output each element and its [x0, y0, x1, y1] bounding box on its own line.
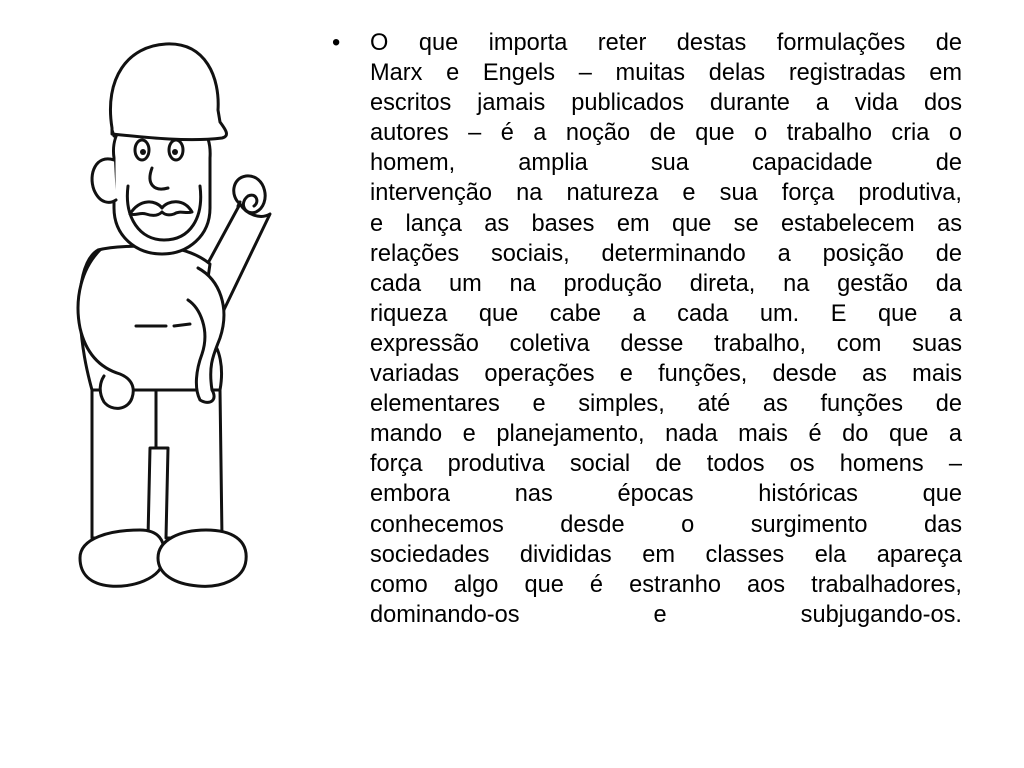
paragraph-line: intervenção na natureza e sua força produtiva, [370, 180, 962, 207]
paragraph-line: O que importa reter destas formulações de [370, 30, 962, 56]
paragraph-line: riqueza que cabe a cada um. E que a [370, 300, 962, 327]
paragraph-line: embora nas épocas históricas que [370, 481, 962, 508]
paragraph-line: mando e planejamento, nada mais é do que a [370, 421, 962, 448]
paragraph-line: expressão coletiva desse trabalho, com suas [370, 330, 962, 357]
paragraph-line: força produtiva social de todos os homens – [370, 451, 962, 478]
paragraph-line: cada um na produção direta, na gestão da [370, 270, 962, 297]
paragraph-line: conhecemos desde o surgimento das [370, 511, 962, 538]
paragraph-line: como algo que é estranho aos trabalhadores, [370, 571, 962, 598]
paragraph-line: relações sociais, determinando a posição de [370, 240, 962, 267]
paragraph-line: variadas operações e funções, desde as mais [370, 361, 962, 388]
paragraph-line: e lança as bases em que se estabelecem as [370, 210, 962, 237]
paragraph-line: Marx e Engels – muitas delas registradas em [370, 60, 962, 87]
paragraph-line: dominando-os e subjugando-os. [370, 601, 962, 628]
bullet-icon: • [332, 30, 341, 56]
paragraph-line: autores – é a noção de que o trabalho cria o [370, 120, 962, 147]
paragraph-line: sociedades divididas em classes ela apareça [370, 541, 962, 568]
bullet-paragraph [330, 28, 962, 630]
paragraph-line: escritos jamais publicados durante a vida dos [370, 90, 962, 117]
paragraph-line: elementares e simples, até as funções de [370, 391, 962, 418]
body-text-block [330, 28, 962, 630]
paragraph-line: homem, amplia sua capacidade de [370, 150, 962, 177]
worker-with-hardhat-holding-scroll-icon [70, 18, 330, 598]
